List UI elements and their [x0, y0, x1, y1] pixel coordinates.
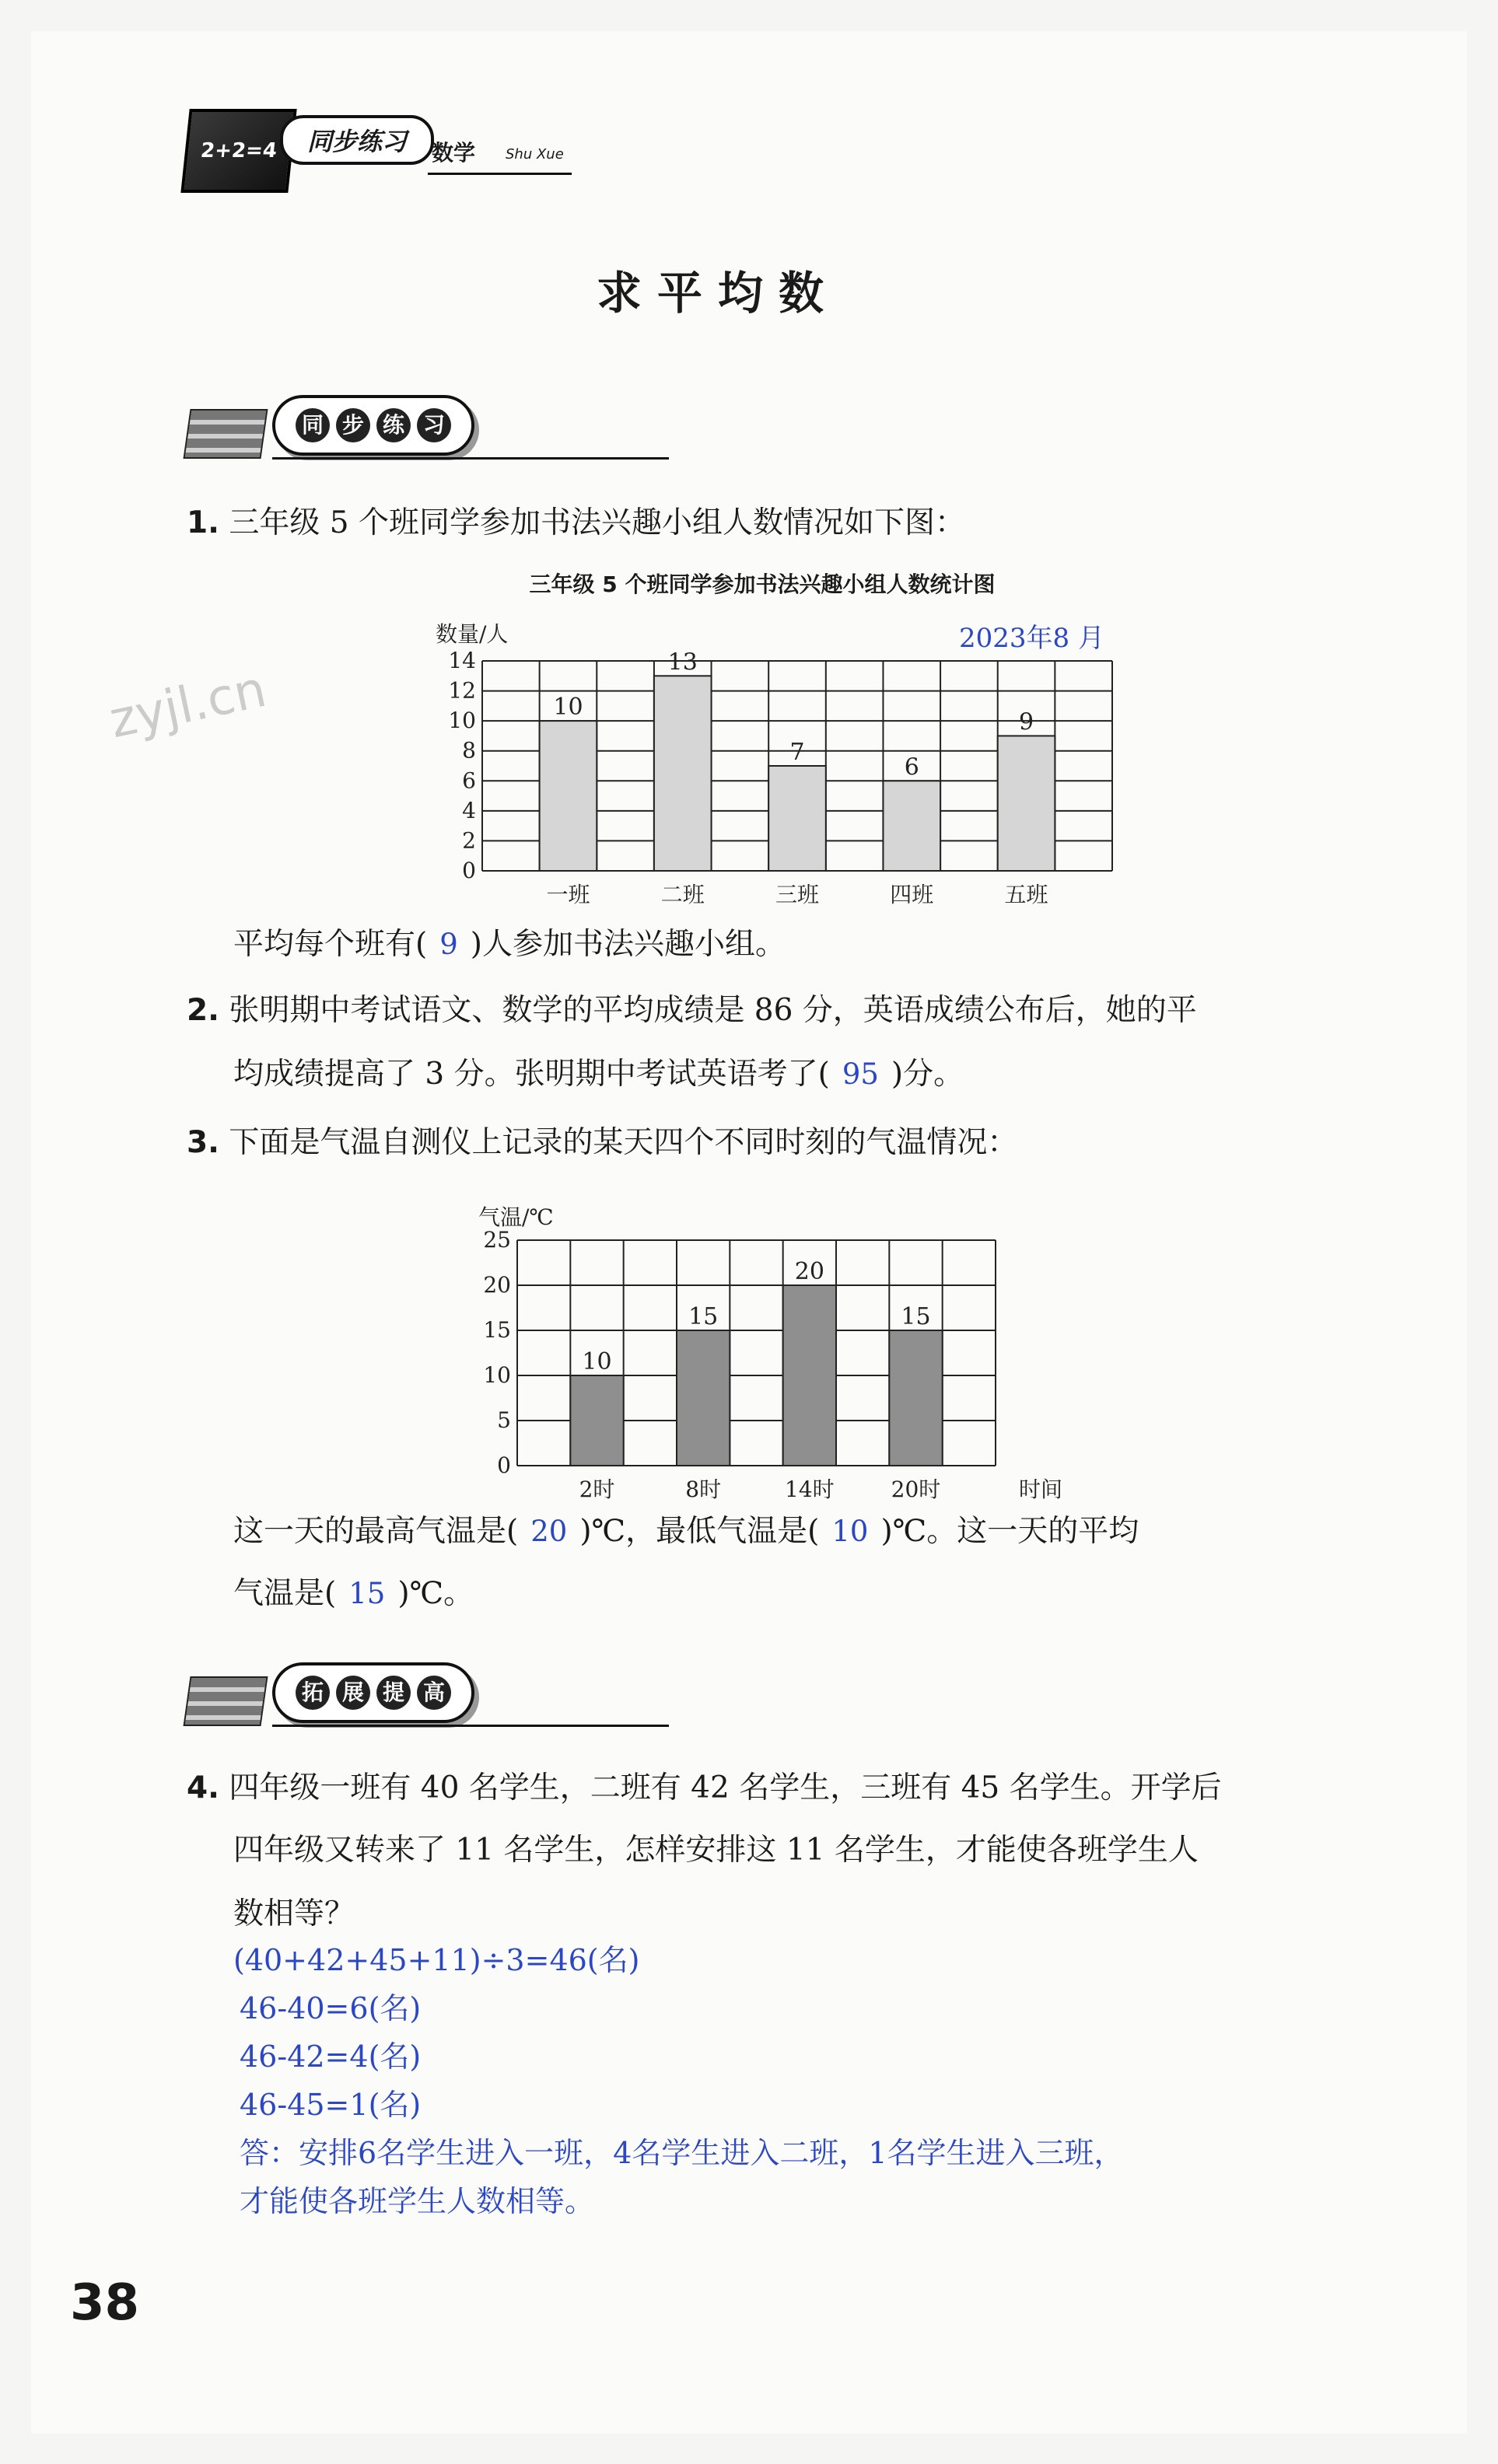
- y-tick-label: 5: [497, 1407, 511, 1433]
- question-text: 四年级一班有 40 名学生，二班有 42 名学生，三班有 45 名学生。开学后: [229, 1770, 1222, 1805]
- text: )分。: [891, 1057, 964, 1092]
- text: 这一天的最高气温是(: [233, 1514, 519, 1549]
- y-tick-label: 0: [462, 858, 476, 883]
- section-char: 高: [417, 1676, 451, 1710]
- answer-avg: 15: [348, 1577, 386, 1610]
- y-axis-label: 气温/℃: [478, 1204, 554, 1230]
- header-pinyin: Shu Xue: [506, 146, 564, 163]
- answer-q2: 95: [842, 1057, 879, 1091]
- section-char: 同: [296, 408, 330, 442]
- bar: [540, 721, 597, 871]
- header-chalkboard-icon: 2+2=4: [180, 109, 296, 193]
- handwritten-answer: [233, 1936, 1124, 2225]
- section-char: 提: [376, 1676, 411, 1710]
- text: )℃。: [397, 1576, 474, 1611]
- chart1-title: 三年级 5 个班同学参加书法兴趣小组人数统计图: [529, 571, 996, 597]
- y-tick-label: 10: [483, 1362, 511, 1388]
- question-text: 三年级 5 个班同学参加书法兴趣小组人数情况如下图：: [229, 505, 965, 540]
- question-2: [187, 987, 1197, 1034]
- x-axis-label: 时间: [1019, 1477, 1063, 1502]
- y-tick-label: 0: [497, 1452, 511, 1478]
- answer-line: 46-42=4(名): [240, 2039, 422, 2074]
- data-label: 15: [688, 1303, 719, 1330]
- section-char: 展: [336, 1676, 370, 1710]
- section-char: 练: [376, 408, 411, 442]
- answer-line: (40+42+45+11)÷3=46(名): [233, 1943, 640, 1977]
- section-rule: [272, 457, 669, 460]
- books-icon: [184, 409, 268, 459]
- text: 气温是(: [233, 1576, 337, 1611]
- data-label: 7: [789, 739, 805, 766]
- answer-line: 46-40=6(名): [240, 1991, 422, 2025]
- bar: [883, 781, 940, 871]
- question-4: [187, 1765, 1222, 1812]
- section-rule: [272, 1725, 669, 1727]
- bar: [768, 766, 826, 871]
- section-ext-label: [272, 1662, 474, 1723]
- bar: [654, 676, 712, 871]
- question-text: 张明期中考试语文、数学的平均成绩是 86 分，英语成绩公布后，她的平: [229, 993, 1197, 1028]
- page-title: 求平均数: [596, 267, 839, 320]
- question-4-line2: 四年级又转来了 11 名学生，怎样安排这 11 名学生，才能使各班学生人: [233, 1833, 1199, 1868]
- section-char: 习: [417, 408, 451, 442]
- text: 平均每个班有(: [233, 927, 428, 962]
- text: )人参加书法兴趣小组。: [470, 927, 786, 962]
- text: 均成绩提高了 3 分。张明期中考试英语考了(: [233, 1057, 830, 1092]
- watermark: zyjl.cn: [104, 660, 271, 750]
- question-3: [187, 1120, 1017, 1166]
- question-text: 下面是气温自测仪上记录的某天四个不同时刻的气温情况：: [229, 1125, 1018, 1160]
- chart1: [420, 606, 1136, 910]
- text: )℃。这一天的平均: [880, 1514, 1139, 1549]
- question-number: 3.: [187, 1125, 219, 1160]
- text: )℃，最低气温是(: [579, 1514, 820, 1549]
- y-tick-label: 12: [448, 677, 476, 704]
- data-label: 20: [794, 1258, 824, 1285]
- data-label: 10: [582, 1348, 612, 1375]
- category-label: 8时: [685, 1477, 722, 1502]
- category-label: 二班: [660, 882, 705, 907]
- bar: [998, 736, 1055, 871]
- header-banner: 同步练习: [280, 115, 434, 165]
- question-1-answer-line: [233, 921, 786, 968]
- category-label: 20时: [891, 1477, 941, 1502]
- y-tick-label: 20: [483, 1272, 511, 1298]
- y-tick-label: 14: [448, 648, 476, 673]
- y-tick-label: 2: [462, 827, 476, 854]
- section-extension: [187, 1656, 684, 1718]
- y-axis-label: 数量/人: [436, 621, 509, 647]
- category-label: 一班: [546, 882, 590, 907]
- answer-line: 才能使各班学生人数相等。: [240, 2184, 595, 2218]
- bar: [677, 1330, 730, 1466]
- bar: [783, 1285, 836, 1466]
- bar: [570, 1375, 623, 1466]
- answer-high: 20: [530, 1515, 568, 1548]
- question-2-line2: [233, 1051, 964, 1098]
- answer-line: 答：安排6名学生进入一班，4名学生进入二班，1名学生进入三班，: [240, 2136, 1124, 2170]
- answer-line: 46-45=1(名): [240, 2088, 422, 2122]
- answer-q1: 9: [439, 928, 458, 961]
- question-3-line1: [233, 1508, 1139, 1555]
- section-char: 拓: [296, 1676, 330, 1710]
- header-subject: 数学: [432, 140, 476, 166]
- data-label: 13: [667, 648, 698, 676]
- data-label: 9: [1018, 708, 1034, 736]
- answer-low: 10: [831, 1515, 869, 1548]
- question-number: 1.: [187, 505, 219, 540]
- category-label: 2时: [579, 1477, 615, 1502]
- chart2: [436, 1197, 1063, 1508]
- category-label: 四班: [890, 882, 934, 907]
- books-graduation-icon: [184, 1676, 268, 1726]
- date-note: 2023年8 月: [959, 623, 1104, 654]
- category-label: 五班: [1004, 882, 1048, 907]
- category-label: 三班: [775, 882, 820, 907]
- section-sync-practice: [187, 389, 684, 451]
- y-tick-label: 10: [448, 708, 476, 734]
- question-1: [187, 500, 965, 547]
- section-char: 步: [336, 408, 370, 442]
- question-3-line2: [233, 1571, 474, 1617]
- y-tick-label: 8: [462, 737, 476, 764]
- data-label: 15: [901, 1303, 931, 1330]
- data-label: 10: [553, 694, 583, 722]
- y-tick-label: 4: [462, 797, 476, 823]
- data-label: 6: [904, 753, 919, 781]
- header-underline: [428, 173, 572, 175]
- y-tick-label: 15: [483, 1317, 511, 1343]
- category-label: 14时: [785, 1477, 835, 1502]
- question-number: 4.: [187, 1770, 219, 1805]
- question-number: 2.: [187, 993, 219, 1028]
- y-tick-label: 6: [462, 767, 476, 794]
- page-number: 38: [70, 2274, 140, 2332]
- bar: [889, 1330, 942, 1466]
- question-4-line3: 数相等？: [233, 1896, 355, 1931]
- section-sync-label: [272, 395, 474, 456]
- y-tick-label: 25: [483, 1227, 511, 1253]
